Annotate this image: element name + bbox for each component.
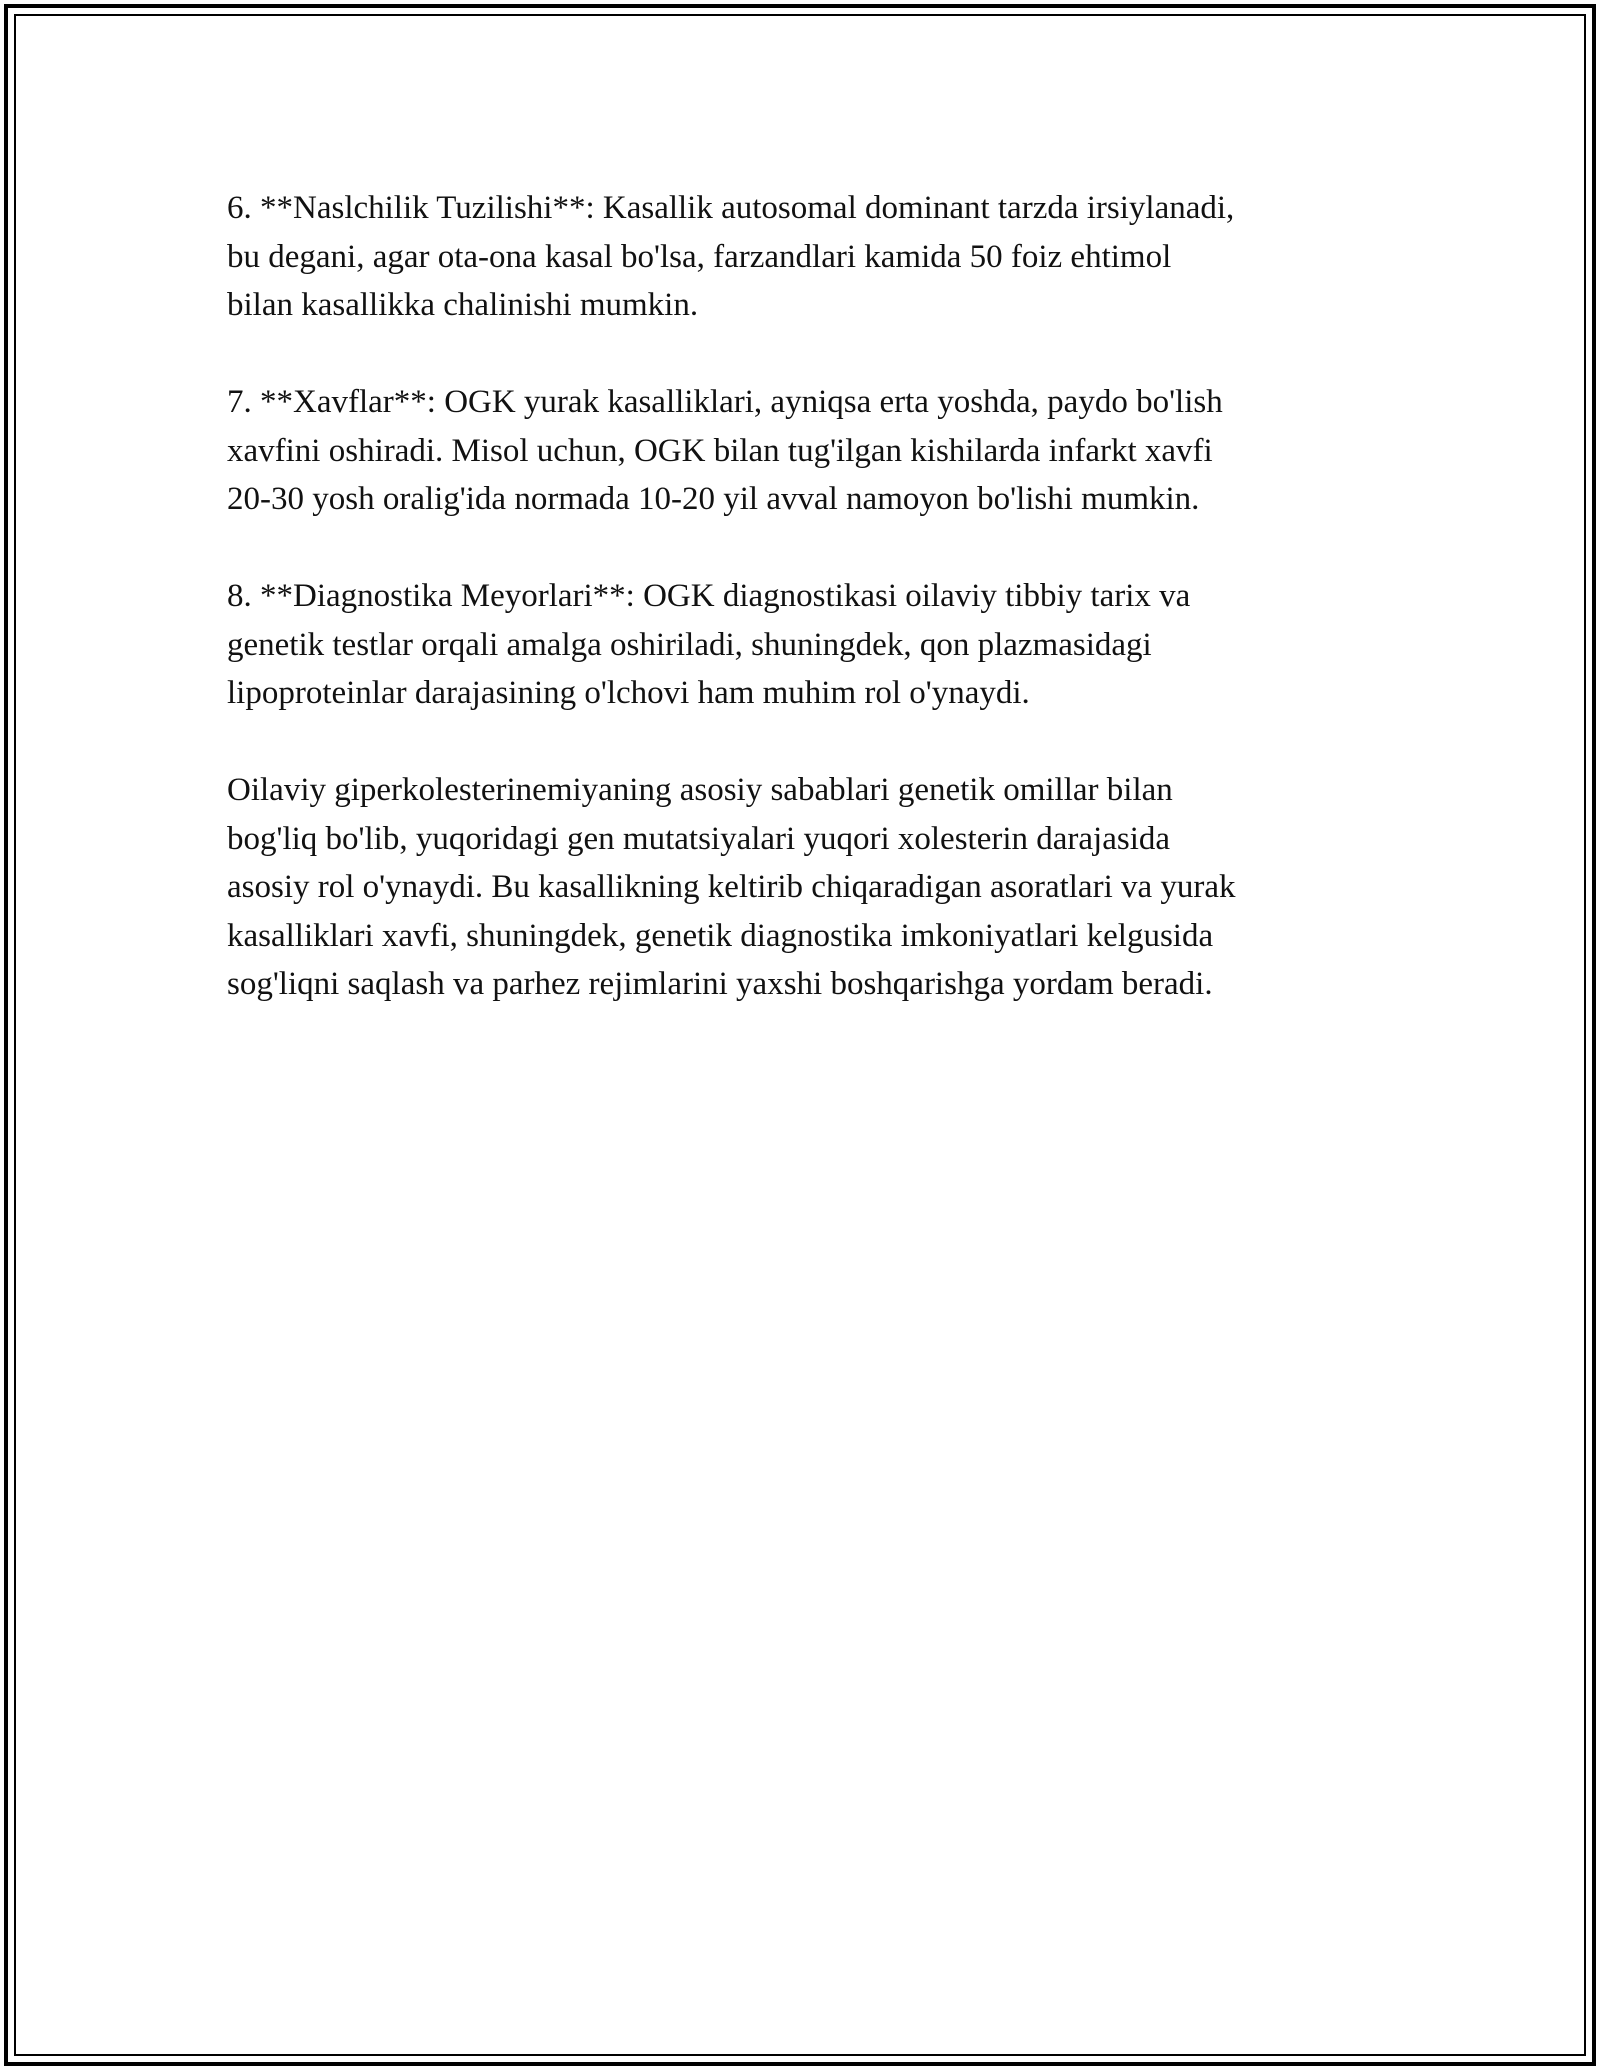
text-line: bu degani, agar ota-ona kasal bo'lsa, farzandlari kamida 50 foiz ehtimol (227, 238, 1172, 275)
text-line: genetik testlar orqali amalga oshiriladi, shuningdek, qon plazmasidagi (227, 626, 1152, 663)
text-line: lipoproteinlar darajasining o'lchovi ham muhim rol o'ynaydi. (227, 675, 1030, 711)
paragraph-diagnostics (227, 572, 1387, 718)
paragraph-inheritance (227, 184, 1387, 330)
text-line: asosiy rol o'ynaydi. Bu kasallikning keltirib chiqaradigan asoratlari va yurak (227, 869, 1236, 905)
text-line: 7. **Xavflar**: OGK yurak kasalliklari, ayniqsa erta yoshda, paydo bo'lish (227, 384, 1223, 420)
text-line: kasalliklari xavfi, shuningdek, genetik diagnostika imkoniyatlari kelgusida (227, 917, 1214, 954)
text-line: 6. **Naslchilik Tuzilishi**: Kasallik autosomal dominant tarzda irsiylanadi, (227, 190, 1235, 226)
text-line: bilan kasallikka chalinishi mumkin. (227, 287, 699, 323)
paragraph-risks (227, 378, 1387, 524)
text-line: 20-30 yosh oralig'ida normada 10-20 yil avval namoyon bo'lishi mumkin. (227, 481, 1200, 517)
text-line: Oilaviy giperkolesterinemiyaning asosiy sabablari genetik omillar bilan (227, 772, 1173, 808)
text-line: sog'liqni saqlash va parhez rejimlarini yaxshi boshqarishga yordam beradi. (227, 966, 1213, 1002)
text-line: xavfini oshiradi. Misol uchun, OGK bilan tug'ilgan kishilarda infarkt xavfi (227, 432, 1213, 469)
text-line: 8. **Diagnostika Meyorlari**: OGK diagnostikasi oilaviy tibbiy tarix va (227, 578, 1191, 614)
text-line: bog'liq bo'lib, yuqoridagi gen mutatsiyalari yuqori xolesterin darajasida (227, 820, 1171, 857)
document-body (227, 184, 1387, 1057)
paragraph-conclusion (227, 766, 1387, 1009)
